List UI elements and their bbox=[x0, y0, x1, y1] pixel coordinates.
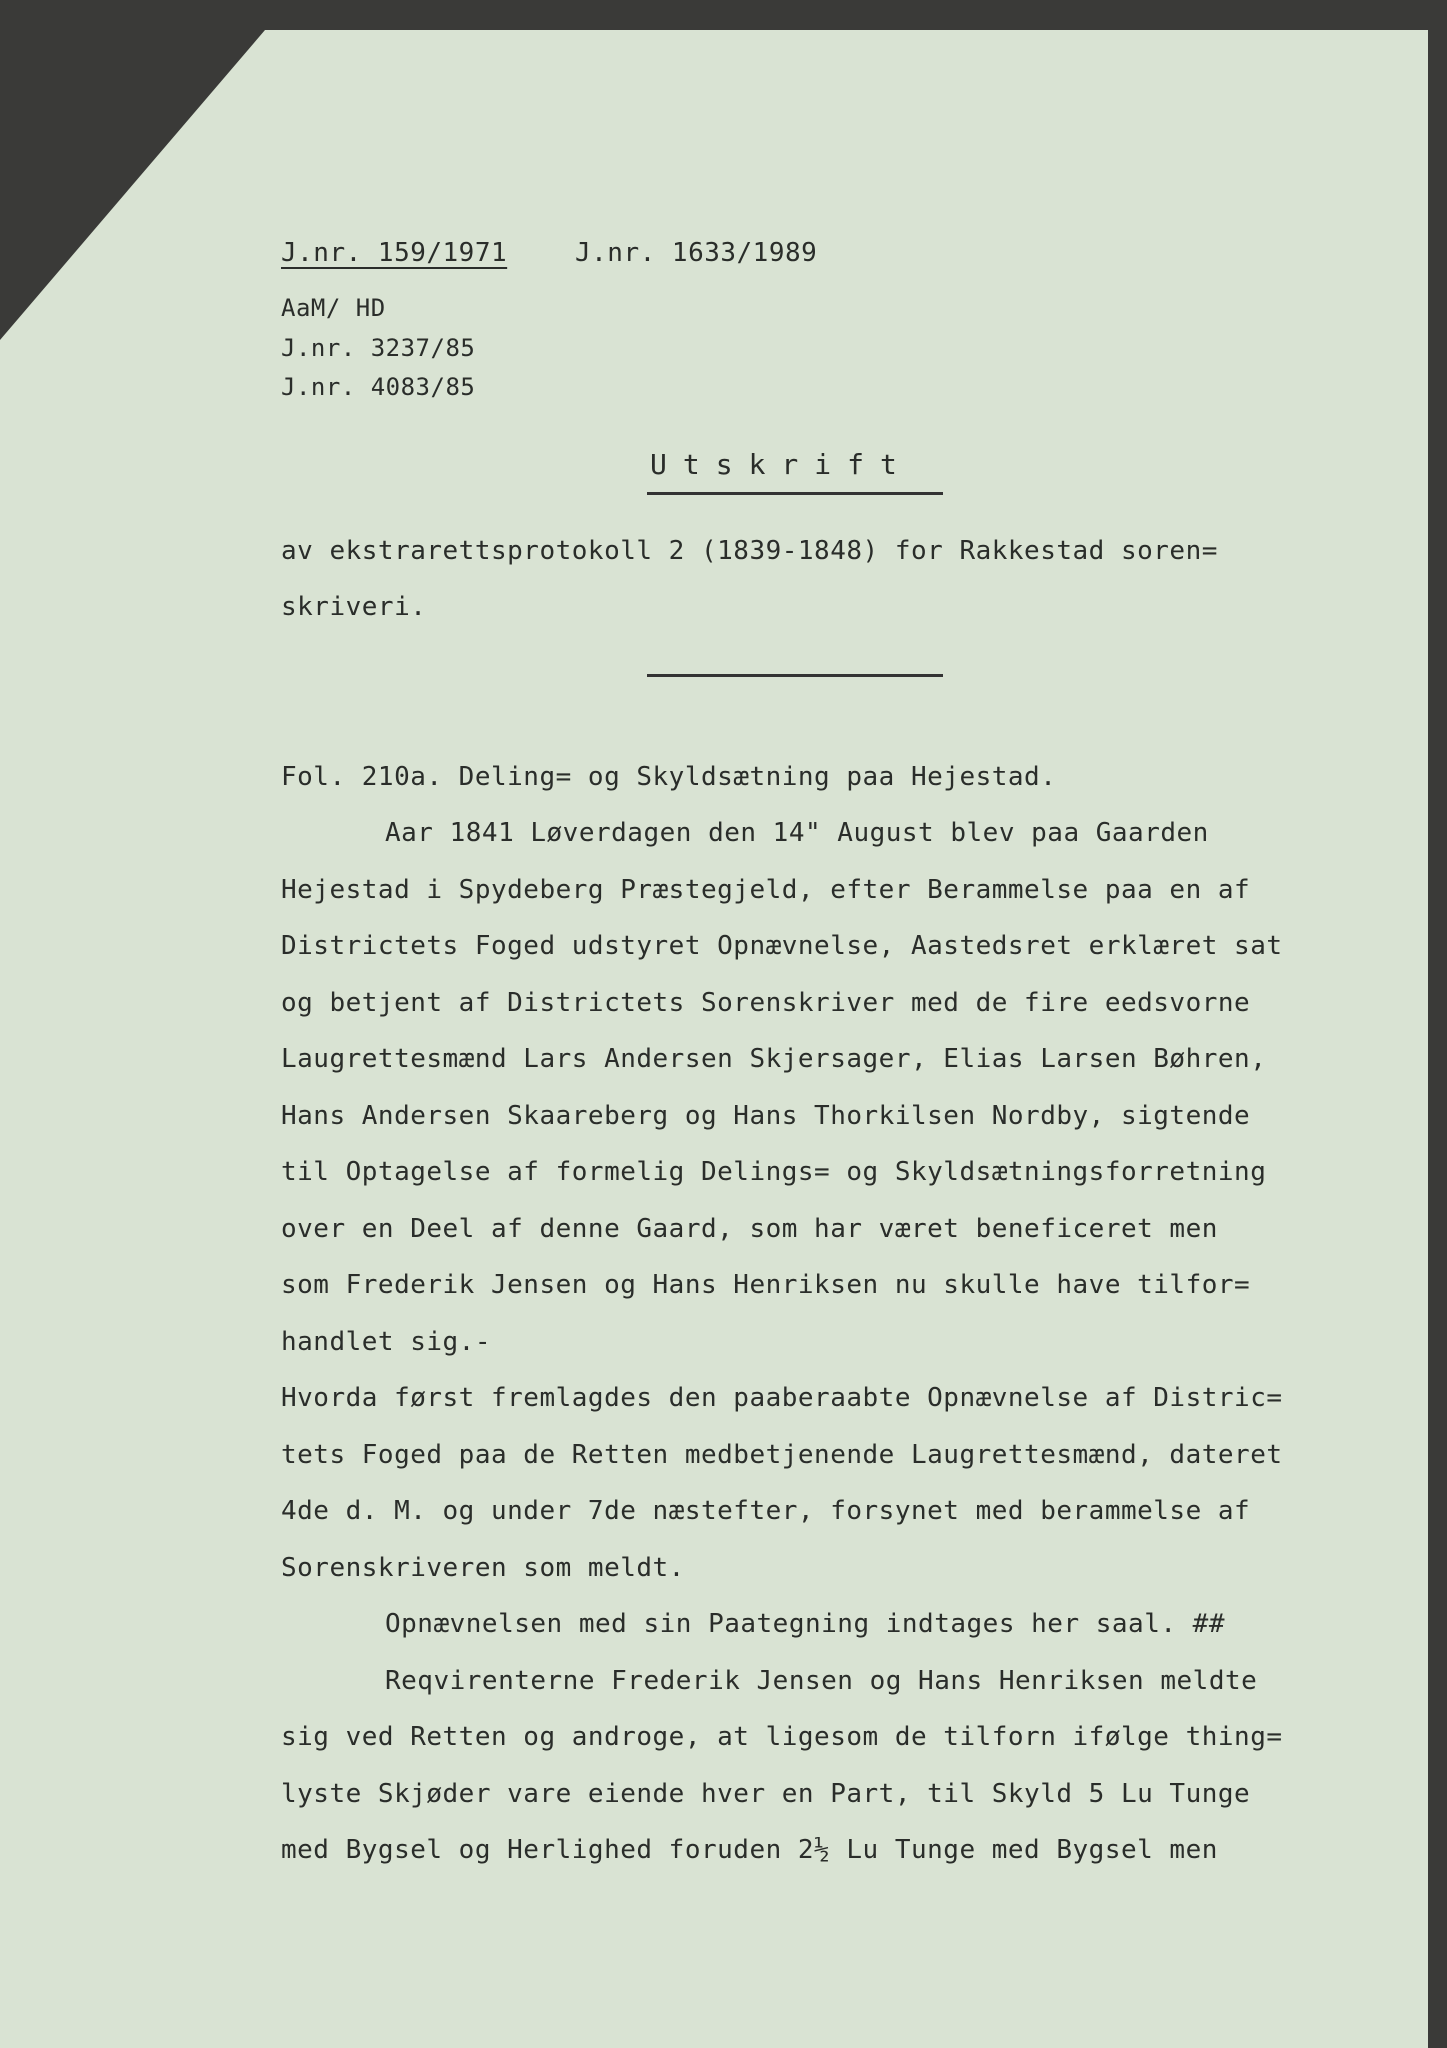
body-line-14: 4de d. M. og under 7de næstefter, forsynet med berammelse af bbox=[281, 1496, 1251, 1526]
body-line-5: og betjent af Districtets Sorenskriver med de fire eedsvorne bbox=[281, 988, 1251, 1018]
body-line-15: Sorenskriveren som meldt. bbox=[281, 1553, 685, 1583]
body-line-3: Hejestad i Spydeberg Præstegjeld, efter Berammelse paa en af bbox=[281, 875, 1251, 905]
body-line-13: tets Foged paa de Retten medbetjenende Laugrettesmænd, dateret bbox=[281, 1440, 1283, 1470]
body-line-8: til Optagelse af formelig Delings= og Skyldsætningsforretning bbox=[281, 1157, 1267, 1187]
subtitle-line-1: av ekstrarettsprotokoll 2 (1839-1848) for Rakkestad soren= bbox=[281, 536, 1218, 566]
journal-number-secondary: J.nr. 1633/1989 bbox=[575, 238, 818, 268]
subtitle-line-2: skriveri. bbox=[281, 592, 427, 622]
body-line-6: Laugrettesmænd Lars Andersen Skjersager, Elias Larsen Bøhren, bbox=[281, 1044, 1267, 1074]
body-line-2: Aar 1841 Løverdagen den 14" August blev paa Gaarden bbox=[385, 818, 1209, 848]
body-line-16: Opnævnelsen med sin Paategning indtages her saal. ## bbox=[385, 1609, 1225, 1639]
body-line-17: Reqvirenterne Frederik Jensen og Hans Henriksen meldte bbox=[385, 1666, 1258, 1696]
journal-number-4083: J.nr. 4083/85 bbox=[281, 373, 476, 401]
body-line-20: med Bygsel og Herlighed foruden 2½ Lu Tunge med Bygsel men bbox=[281, 1835, 1218, 1865]
body-line-10: som Frederik Jensen og Hans Henriksen nu skulle have tilfor= bbox=[281, 1270, 1251, 1300]
journal-number-3237: J.nr. 3237/85 bbox=[281, 334, 476, 362]
body-line-12: Hvorda først fremlagdes den paaberaabte Opnævnelse af Distric= bbox=[281, 1383, 1283, 1413]
section-divider bbox=[647, 674, 943, 677]
document-title: Utskrift bbox=[650, 448, 913, 481]
body-line-7: Hans Andersen Skaareberg og Hans Thorkilsen Nordby, sigtende bbox=[281, 1101, 1251, 1131]
body-line-11: handlet sig.- bbox=[281, 1327, 491, 1357]
body-line-19: lyste Skjøder vare eiende hver en Part, til Skyld 5 Lu Tunge bbox=[281, 1779, 1251, 1809]
title-underline bbox=[647, 492, 943, 495]
body-line-18: sig ved Retten og androge, at ligesom de tilforn ifølge thing= bbox=[281, 1722, 1283, 1752]
body-line-1: Fol. 210a. Deling= og Skyldsætning paa Hejestad. bbox=[281, 762, 1057, 792]
body-line-9: over en Deel af denne Gaard, som har været beneficeret men bbox=[281, 1214, 1218, 1244]
journal-number-primary: J.nr. 159/1971 bbox=[281, 238, 508, 268]
initials: AaM/ HD bbox=[281, 294, 386, 322]
body-line-4: Districtets Foged udstyret Opnævnelse, Aastedsret erklæret sat bbox=[281, 931, 1283, 961]
